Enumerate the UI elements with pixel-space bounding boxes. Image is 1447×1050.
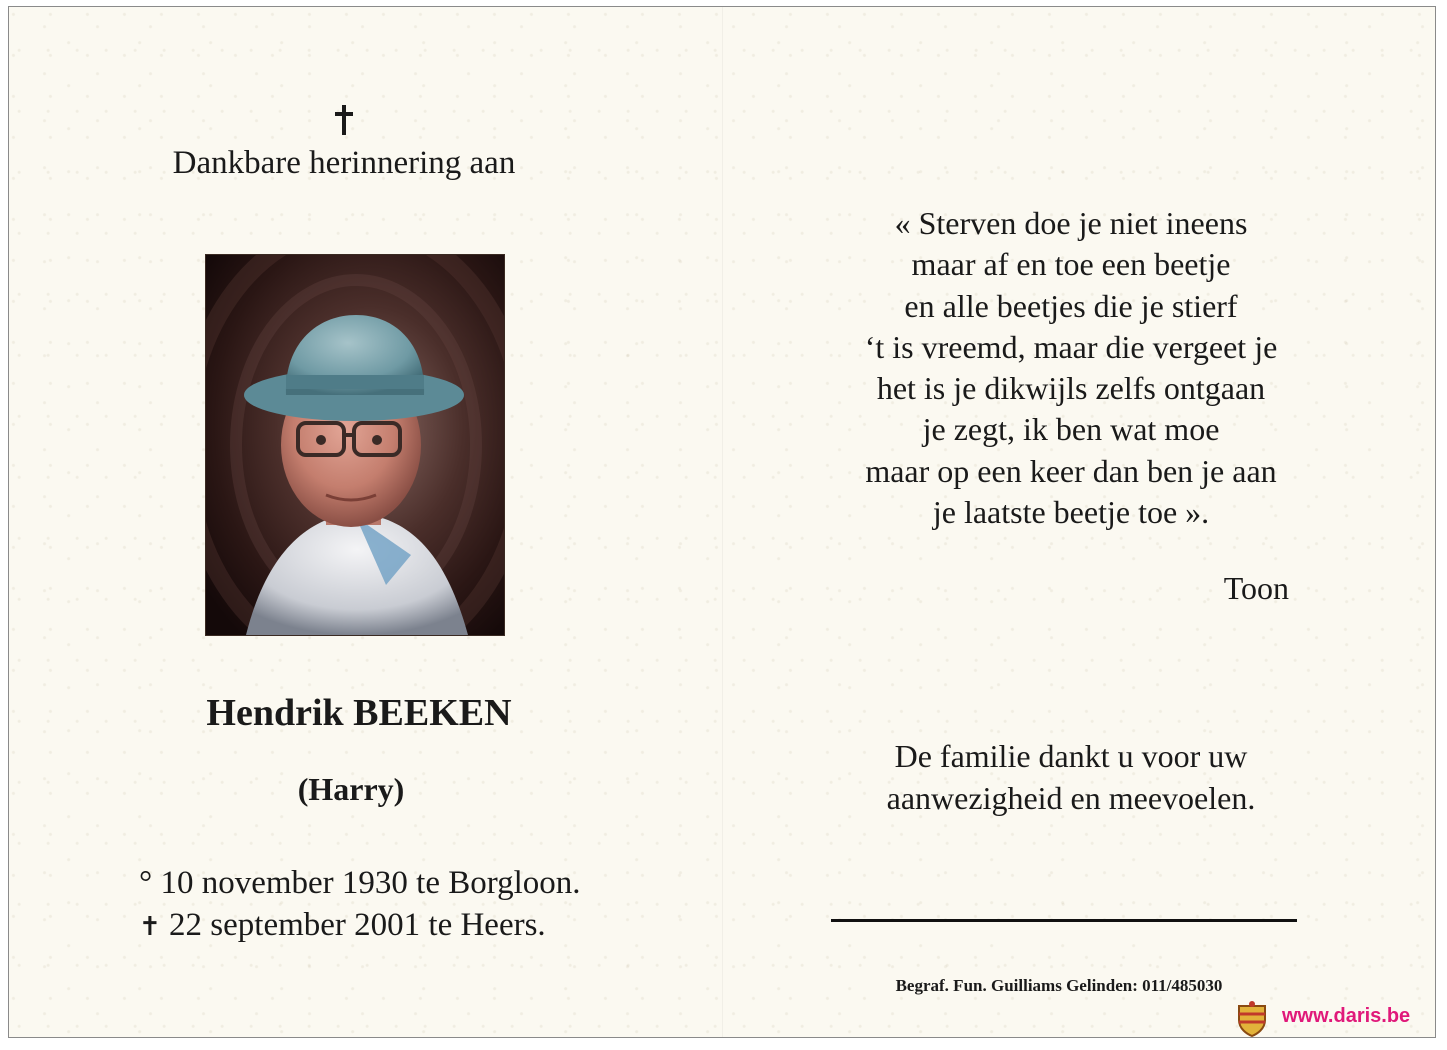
birth-date: ° 10 november 1930 te Borgloon. bbox=[139, 865, 581, 901]
intro-text: Dankbare herinnering aan bbox=[172, 145, 516, 181]
death-date: 22 september 2001 te Heers. bbox=[169, 907, 546, 943]
thanks-message bbox=[821, 735, 1321, 819]
divider-line bbox=[831, 919, 1297, 922]
poem bbox=[821, 203, 1321, 533]
thanks-line: De familie dankt u voor uw bbox=[894, 738, 1248, 774]
heraldic-shield-logo bbox=[1235, 1000, 1269, 1038]
poem-line: « Sterven doe je niet ineens bbox=[894, 205, 1248, 241]
poem-line: je laatste beetje toe ». bbox=[932, 494, 1210, 531]
poem-line: en alle beetjes die je stierf bbox=[904, 287, 1238, 324]
portrait-photo bbox=[206, 255, 504, 635]
poem-line: maar af en toe een beetje bbox=[911, 246, 1231, 283]
poem-line: maar op een keer dan ben je aan bbox=[865, 452, 1277, 489]
memorial-card bbox=[8, 6, 1436, 1038]
cross-icon bbox=[319, 103, 369, 137]
poem-line: ‘t is vreemd, maar die vergeet je bbox=[864, 328, 1278, 365]
poem-line: het is je dikwijls zelfs ontgaan bbox=[876, 370, 1266, 407]
death-date-line bbox=[139, 907, 759, 944]
poem-line: je zegt, ik ben wat moe bbox=[922, 411, 1220, 448]
deceased-nickname: (Harry) bbox=[297, 771, 405, 807]
funeral-home-credit: Begraf. Fun. Guilliams Gelinden: 011/485030 bbox=[895, 976, 1223, 995]
poem-author: Toon bbox=[1223, 570, 1289, 606]
website-watermark: www.daris.be bbox=[1282, 1005, 1411, 1027]
cross-icon: ✝ bbox=[139, 912, 161, 942]
thanks-line: aanwezigheid en meevoelen. bbox=[886, 780, 1256, 816]
deceased-name: Hendrik BEEKEN bbox=[206, 692, 512, 734]
